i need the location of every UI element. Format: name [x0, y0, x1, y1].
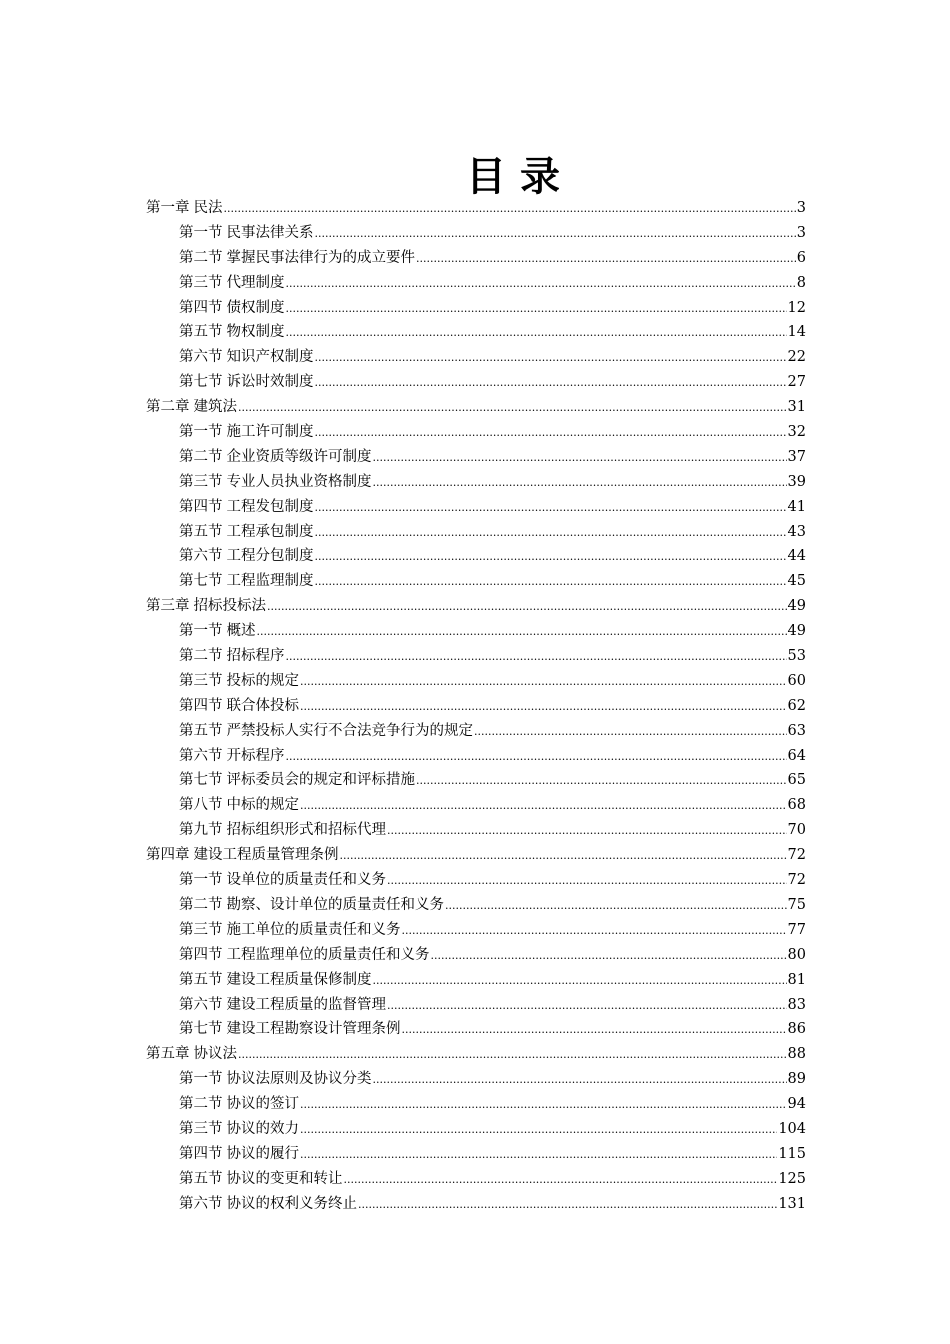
toc-page-number: 8	[796, 274, 806, 291]
toc-dot-leader	[300, 1118, 777, 1143]
toc-entry-number: 第四节	[179, 697, 223, 714]
toc-entry-label	[179, 793, 299, 818]
toc-entry-number: 第五节	[179, 1170, 223, 1187]
toc-entry-number: 第七节	[179, 573, 223, 590]
toc-page-number: 104	[778, 1120, 806, 1137]
toc-page-number: 32	[787, 424, 806, 441]
toc-page-number: 72	[787, 847, 806, 864]
toc-entry-title: 招标程序	[226, 648, 285, 665]
toc-entry-label	[179, 1192, 357, 1217]
toc-entry-label	[146, 1042, 237, 1067]
toc-page-number: 12	[787, 299, 806, 316]
toc-dot-leader	[286, 272, 796, 297]
table-of-contents	[146, 196, 806, 1217]
toc-entry-title: 债权制度	[226, 299, 285, 316]
toc-entry-number: 第六节	[179, 349, 223, 366]
toc-dot-leader	[224, 197, 796, 222]
toc-section-entry[interactable]	[146, 445, 806, 470]
toc-entry-number: 第五节	[179, 722, 223, 739]
toc-entry-label	[179, 420, 314, 445]
toc-section-entry[interactable]	[146, 619, 806, 644]
toc-entry-number: 第二节	[179, 896, 223, 913]
toc-dot-leader	[300, 695, 787, 720]
toc-chapter-entry[interactable]	[146, 594, 806, 619]
toc-dot-leader	[344, 1168, 778, 1193]
toc-page-number: 43	[787, 523, 806, 540]
toc-dot-leader	[387, 994, 787, 1019]
toc-page-number: 27	[787, 374, 806, 391]
toc-dot-leader	[474, 720, 787, 745]
toc-page-number: 115	[778, 1145, 806, 1162]
toc-dot-leader	[431, 944, 787, 969]
toc-entry-title: 协议的效力	[226, 1120, 299, 1137]
toc-entry-label	[179, 470, 372, 495]
toc-entry-number: 第三节	[179, 921, 223, 938]
toc-dot-leader	[402, 1018, 787, 1043]
toc-section-entry[interactable]	[146, 221, 806, 246]
toc-entry-title: 物权制度	[226, 324, 285, 341]
toc-dot-leader	[315, 496, 787, 521]
toc-section-entry[interactable]	[146, 296, 806, 321]
toc-entry-number: 第七节	[179, 772, 223, 789]
toc-entry-label	[179, 569, 314, 594]
toc-entry-title: 协议的变更和转让	[226, 1170, 343, 1187]
toc-entry-number: 第一节	[179, 1071, 223, 1088]
toc-chapter-entry[interactable]	[146, 196, 806, 221]
toc-entry-number: 第一章	[146, 200, 190, 216]
toc-entry-number: 第八节	[179, 797, 223, 814]
toc-entry-title: 招标投标法	[193, 598, 266, 615]
toc-page-number: 63	[787, 722, 806, 739]
toc-entry-title: 诉讼时效制度	[226, 374, 314, 391]
toc-page-number: 6	[796, 249, 806, 266]
toc-entry-label	[179, 619, 256, 644]
toc-entry-label	[146, 196, 223, 221]
toc-entry-number: 第二章	[146, 399, 190, 416]
toc-page-number: 62	[787, 697, 806, 714]
toc-chapter-entry[interactable]	[146, 1042, 806, 1067]
toc-entry-title: 工程承包制度	[226, 523, 314, 540]
page-title: 目录	[466, 153, 574, 200]
toc-entry-label	[179, 768, 415, 793]
toc-entry-title: 代理制度	[226, 274, 285, 291]
toc-section-entry[interactable]	[146, 1017, 806, 1042]
toc-section-entry[interactable]	[146, 943, 806, 968]
toc-dot-leader	[416, 769, 787, 794]
toc-entry-title: 专业人员执业资格制度	[226, 473, 372, 490]
toc-entry-title: 严禁投标人实行不合法竞争行为的规定	[226, 722, 473, 739]
toc-entry-title: 开标程序	[226, 747, 285, 764]
toc-section-entry[interactable]	[146, 719, 806, 744]
toc-entry-title: 建设工程质量管理条例	[193, 847, 339, 864]
toc-page-number: 31	[787, 399, 806, 416]
toc-entry-label	[179, 943, 430, 968]
toc-page-number: 64	[787, 747, 806, 764]
toc-section-entry[interactable]	[146, 993, 806, 1018]
toc-entry-label	[179, 1167, 343, 1192]
toc-entry-label	[179, 520, 314, 545]
toc-dot-leader	[358, 1193, 777, 1218]
toc-entry-number: 第六节	[179, 1195, 223, 1212]
toc-section-entry[interactable]	[146, 345, 806, 370]
toc-entry-number: 第二节	[179, 249, 223, 266]
toc-page-number: 49	[787, 598, 806, 615]
toc-entry-number: 第二节	[179, 1096, 223, 1113]
toc-entry-number: 第六节	[179, 548, 223, 565]
toc-page-number: 131	[778, 1195, 806, 1212]
toc-entry-title: 投标的规定	[226, 672, 299, 689]
toc-entry-label	[179, 221, 314, 246]
toc-entry-label	[179, 544, 314, 569]
toc-entry-title: 中标的规定	[226, 797, 299, 814]
toc-section-entry[interactable]	[146, 669, 806, 694]
toc-dot-leader	[286, 645, 787, 670]
toc-section-entry[interactable]	[146, 569, 806, 594]
toc-entry-label	[179, 694, 299, 719]
toc-dot-leader	[315, 346, 787, 371]
toc-page-number: 37	[787, 448, 806, 465]
toc-entry-number: 第二节	[179, 448, 223, 465]
toc-section-entry[interactable]	[146, 470, 806, 495]
toc-entry-label	[179, 968, 372, 993]
toc-entry-title: 建设工程勘察设计管理条例	[226, 1021, 401, 1038]
toc-dot-leader	[286, 745, 787, 770]
toc-section-entry[interactable]	[146, 744, 806, 769]
toc-entry-label	[179, 893, 444, 918]
toc-page-number: 125	[778, 1170, 806, 1187]
toc-entry-number: 第五章	[146, 1046, 190, 1063]
toc-entry-label	[179, 246, 415, 271]
toc-dot-leader	[416, 247, 796, 272]
toc-entry-title: 评标委员会的规定和评标措施	[226, 772, 415, 789]
toc-entry-number: 第四节	[179, 498, 223, 515]
toc-entry-title: 概述	[226, 623, 256, 640]
toc-section-entry[interactable]	[146, 544, 806, 569]
toc-entry-label	[179, 669, 299, 694]
toc-dot-leader	[373, 471, 787, 496]
toc-entry-label	[179, 1142, 299, 1167]
toc-dot-leader	[340, 844, 787, 869]
toc-entry-label	[179, 644, 285, 669]
toc-dot-leader	[238, 396, 787, 421]
toc-dot-leader	[387, 869, 787, 894]
toc-section-entry[interactable]	[146, 370, 806, 395]
toc-page-number: 14	[787, 324, 806, 341]
toc-section-entry[interactable]	[146, 893, 806, 918]
toc-section-entry[interactable]	[146, 968, 806, 993]
toc-page-number: 86	[787, 1021, 806, 1038]
toc-entry-title: 知识产权制度	[226, 349, 314, 366]
toc-entry-label	[146, 395, 237, 420]
toc-dot-leader	[300, 1143, 777, 1168]
toc-section-entry[interactable]	[146, 918, 806, 943]
toc-section-entry[interactable]	[146, 495, 806, 520]
toc-dot-leader	[315, 371, 787, 396]
toc-section-entry[interactable]	[146, 420, 806, 445]
toc-entry-title: 协议的签订	[226, 1096, 299, 1113]
toc-section-entry[interactable]	[146, 818, 806, 843]
toc-dot-leader	[373, 969, 787, 994]
toc-section-entry[interactable]	[146, 1117, 806, 1142]
toc-entry-label	[179, 1117, 299, 1142]
toc-dot-leader	[286, 297, 787, 322]
toc-entry-title: 工程发包制度	[226, 498, 314, 515]
toc-dot-leader	[315, 521, 787, 546]
toc-dot-leader	[238, 1043, 787, 1068]
toc-page-number: 44	[787, 548, 806, 565]
toc-page-number: 89	[787, 1071, 806, 1088]
toc-page-number: 81	[787, 971, 806, 988]
toc-entry-title: 民法	[193, 200, 223, 216]
toc-dot-leader	[315, 421, 787, 446]
toc-entry-number: 第五节	[179, 324, 223, 341]
toc-page-number: 88	[787, 1046, 806, 1063]
toc-section-entry[interactable]	[146, 520, 806, 545]
toc-entry-title: 民事法律关系	[226, 224, 314, 241]
toc-entry-number: 第五节	[179, 971, 223, 988]
toc-entry-label	[179, 744, 285, 769]
toc-entry-number: 第三章	[146, 598, 190, 615]
toc-entry-label	[179, 271, 285, 296]
toc-entry-number: 第六节	[179, 747, 223, 764]
toc-entry-title: 招标组织形式和招标代理	[226, 822, 386, 839]
toc-entry-label	[179, 1017, 401, 1042]
toc-page-number: 80	[787, 946, 806, 963]
toc-entry-number: 第二节	[179, 648, 223, 665]
toc-entry-title: 联合体投标	[226, 697, 299, 714]
toc-section-entry[interactable]	[146, 320, 806, 345]
toc-entry-title: 协议法原则及协议分类	[226, 1071, 372, 1088]
toc-page-number: 39	[787, 473, 806, 490]
toc-entry-title: 施工单位的质量责任和义务	[226, 921, 401, 938]
toc-entry-title: 工程监理单位的质量责任和义务	[226, 946, 430, 963]
toc-entry-label	[179, 345, 314, 370]
toc-entry-label	[179, 918, 401, 943]
toc-page-number: 45	[787, 573, 806, 590]
toc-page-number: 75	[787, 896, 806, 913]
toc-entry-label	[146, 843, 339, 868]
toc-page-number: 60	[787, 672, 806, 689]
toc-page-number: 94	[787, 1096, 806, 1113]
toc-entry-label	[179, 296, 285, 321]
toc-page-number: 70	[787, 822, 806, 839]
toc-entry-number: 第六节	[179, 996, 223, 1013]
toc-entry-label	[179, 868, 386, 893]
toc-entry-label	[179, 818, 386, 843]
toc-page-number: 65	[787, 772, 806, 789]
toc-entry-number: 第五节	[179, 523, 223, 540]
toc-entry-title: 建设工程质量的监督管理	[226, 996, 386, 1013]
toc-dot-leader	[257, 620, 787, 645]
toc-page-number: 72	[787, 872, 806, 889]
toc-entry-number: 第三节	[179, 473, 223, 490]
toc-entry-number: 第四节	[179, 946, 223, 963]
toc-dot-leader	[300, 1093, 787, 1118]
toc-dot-leader	[373, 446, 787, 471]
toc-entry-number: 第九节	[179, 822, 223, 839]
toc-entry-title: 掌握民事法律行为的成立要件	[226, 249, 415, 266]
toc-dot-leader	[315, 222, 796, 247]
toc-entry-number: 第一节	[179, 872, 223, 889]
toc-entry-number: 第七节	[179, 1021, 223, 1038]
toc-entry-number: 第三节	[179, 1120, 223, 1137]
toc-dot-leader	[267, 595, 787, 620]
toc-entry-number: 第四节	[179, 1145, 223, 1162]
toc-entry-label	[179, 993, 386, 1018]
toc-page-number: 3	[796, 200, 806, 216]
toc-entry-number: 第七节	[179, 374, 223, 391]
toc-entry-label	[179, 1092, 299, 1117]
toc-entry-title: 协议的履行	[226, 1145, 299, 1162]
toc-section-entry[interactable]	[146, 868, 806, 893]
toc-section-entry[interactable]	[146, 1067, 806, 1092]
toc-section-entry[interactable]	[146, 1092, 806, 1117]
toc-entry-label	[179, 719, 473, 744]
toc-dot-leader	[300, 670, 787, 695]
toc-page-number: 22	[787, 349, 806, 366]
toc-entry-title: 建筑法	[193, 399, 237, 416]
toc-page-number: 83	[787, 996, 806, 1013]
toc-entry-number: 第三节	[179, 672, 223, 689]
toc-page-number: 77	[787, 921, 806, 938]
toc-entry-title: 协议法	[193, 1046, 237, 1063]
toc-entry-title: 企业资质等级许可制度	[226, 448, 372, 465]
toc-entry-title: 协议的权利义务终止	[226, 1195, 357, 1212]
toc-entry-number: 第一节	[179, 424, 223, 441]
toc-entry-title: 工程监理制度	[226, 573, 314, 590]
toc-section-entry[interactable]	[146, 246, 806, 271]
toc-entry-title: 工程分包制度	[226, 548, 314, 565]
toc-entry-number: 第一节	[179, 224, 223, 241]
toc-entry-title: 设单位的质量责任和义务	[226, 872, 386, 889]
toc-entry-label	[179, 445, 372, 470]
toc-page-number: 68	[787, 797, 806, 814]
toc-entry-title: 施工许可制度	[226, 424, 314, 441]
toc-section-entry[interactable]	[146, 793, 806, 818]
toc-section-entry[interactable]	[146, 271, 806, 296]
toc-entry-label	[179, 495, 314, 520]
toc-section-entry[interactable]	[146, 1167, 806, 1192]
toc-entry-label	[179, 1067, 372, 1092]
toc-page-number: 3	[796, 224, 806, 241]
toc-entry-number: 第三节	[179, 274, 223, 291]
toc-entry-number: 第一节	[179, 623, 223, 640]
toc-dot-leader	[445, 894, 787, 919]
toc-dot-leader	[300, 794, 787, 819]
toc-dot-leader	[315, 570, 787, 595]
toc-section-entry[interactable]	[146, 1192, 806, 1217]
toc-dot-leader	[402, 919, 787, 944]
toc-section-entry[interactable]	[146, 1142, 806, 1167]
toc-entry-label	[179, 320, 285, 345]
toc-dot-leader	[315, 545, 787, 570]
toc-section-entry[interactable]	[146, 644, 806, 669]
toc-page-number: 53	[787, 648, 806, 665]
toc-section-entry[interactable]	[146, 694, 806, 719]
toc-section-entry[interactable]	[146, 768, 806, 793]
toc-chapter-entry[interactable]	[146, 395, 806, 420]
toc-dot-leader	[373, 1068, 787, 1093]
toc-page-number: 49	[787, 623, 806, 640]
toc-entry-label	[179, 370, 314, 395]
toc-chapter-entry[interactable]	[146, 843, 806, 868]
toc-dot-leader	[286, 321, 787, 346]
toc-entry-title: 建设工程质量保修制度	[226, 971, 372, 988]
toc-page-number: 41	[787, 498, 806, 515]
toc-entry-label	[146, 594, 266, 619]
toc-entry-number: 第四节	[179, 299, 223, 316]
toc-dot-leader	[387, 819, 787, 844]
toc-entry-number: 第四章	[146, 847, 190, 864]
toc-entry-title: 勘察、设计单位的质量责任和义务	[226, 896, 444, 913]
